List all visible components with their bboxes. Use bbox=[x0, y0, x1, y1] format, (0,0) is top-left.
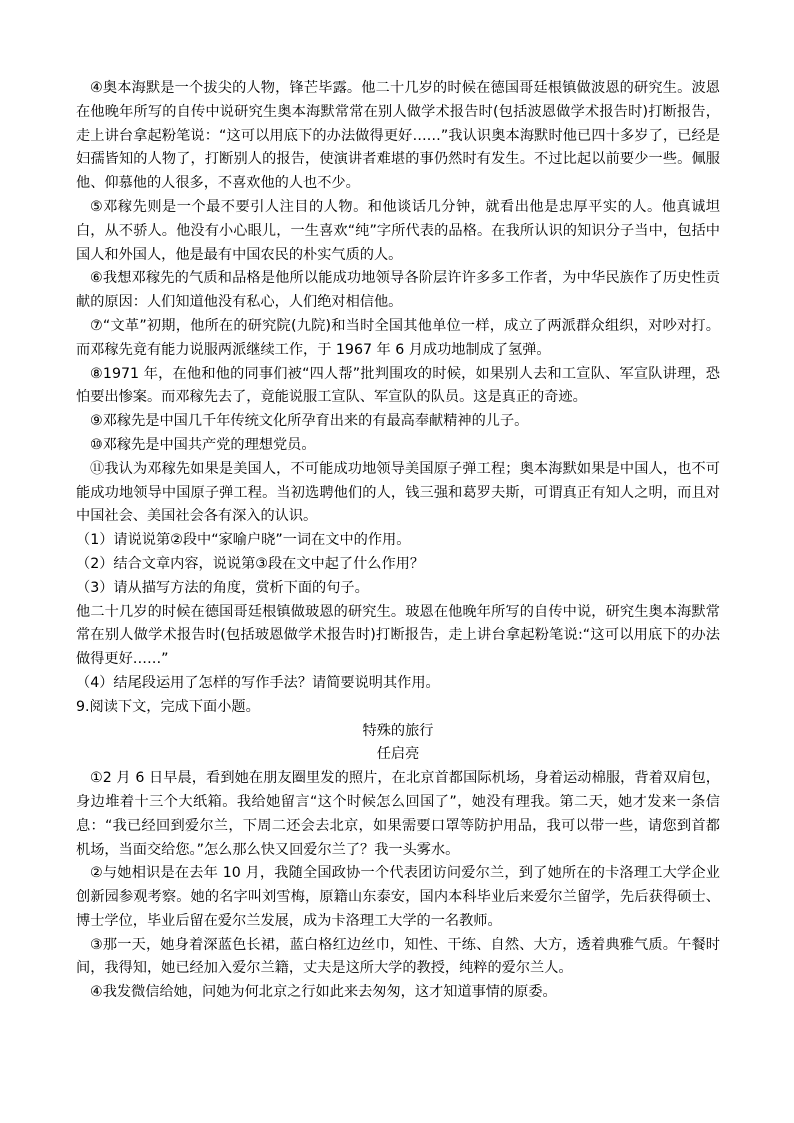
question-3: （3）请从描写方法的角度，赏析下面的句子。 bbox=[76, 579, 369, 596]
paragraph-6: ⑥我想邓稼先的气质和品格是他所以能成功地领导各阶层许许多多工作者，为中华民族作了历史性贡献的原因：人们知道他没有私心，人们绝对相信他。 bbox=[76, 270, 720, 311]
article2-paragraph-3: ③那一天，她身着深蓝色长裙，蓝白格红边丝巾，知性、干练、自然、大方，透着典雅气质。午餐时间，我得知，她已经加入爱尔兰籍，丈夫是这所大学的教授，纯粹的爱尔兰人。 bbox=[76, 936, 720, 977]
paragraph-11: ⑪我认为邓稼先如果是美国人，不可能成功地领导美国原子弹工程；奥本海默如果是中国人，也不可能成功地领导中国原子弹工程。当初选聘他们的人，钱三强和葛罗夫斯，可谓真正有知人之明，而且对中国社会、美国社会各有深入的认识。 bbox=[76, 460, 720, 525]
paragraph-10: ⑩邓稼先是中国共产党的理想党员。 bbox=[90, 436, 316, 453]
paragraph-5: ⑤邓稼先则是一个最不要引人注目的人物。和他谈话几分钟，就看出他是忠厚平实的人。他真诚坦白，从不骄人。他没有小心眼儿，一生喜欢“纯”字所代表的品格。在我所认识的知识分子当中，包括中国人和外国人，他是最有中国农民的朴实气质的人。 bbox=[76, 198, 720, 263]
question-1: （1）请说说第②段中“家喻户晓”一词在文中的作用。 bbox=[76, 532, 411, 549]
question-4: （4）结尾段运用了怎样的写作手法？请简要说明其作用。 bbox=[76, 674, 440, 691]
paragraph-9: ⑨邓稼先是中国几千年传统文化所孕育出来的有最高奉献精神的儿子。 bbox=[90, 413, 529, 430]
paragraph-8: ⑧1971 年，在他和他的同事们被“四人帮”批判围攻的时候，如果别人去和工宣队、军宣队讲理，恐怕要出惨案。而邓稼先去了，竟能说服工宣队、军宣队的队员。这是真正的奇迹。 bbox=[76, 365, 720, 406]
quoted-sentence: 他二十几岁的时候在德国哥廷根镇做玻恩的研究生。玻恩在他晚年所写的自传中说，研究生奥本海默常常在别人做学术报告时(包括玻恩做学术报告时)打断报告，走上讲台拿起粉笔说:“这可以用底下的办法做得更好……” bbox=[76, 603, 720, 668]
article-author: 任启亮 bbox=[376, 746, 420, 763]
article2-paragraph-1: ①2 月 6 日早晨，看到她在朋友圈里发的照片，在北京首都国际机场，身着运动棉服，背着双肩包，身边堆着十三个大纸箱。我给她留言“这个时候怎么回国了”，她没有理我。第二天，她才发来一条信息：“我已经回到爱尔兰，下周二还会去北京，如果需要口罩等防护用品，我可以带一些，请您到首都机场，当面交给您。”怎么那么快又回爱尔兰了？我一头雾水。 bbox=[76, 770, 720, 858]
question-2: （2）结合文章内容，说说第③段在文中起了什么作用？ bbox=[76, 555, 425, 572]
paragraph-4: ④奥本海默是一个拔尖的人物，锋芒毕露。他二十几岁的时候在德国哥廷根镇做波恩的研究生。波恩在他晚年所写的自传中说研究生奥本海默常常在别人做学术报告时(包括波恩做学术报告时)打断报告，走上讲台拿起粉笔说：“这可以用底下的办法做得更好……”我认识奥本海默时他已四十多岁了，已经是妇孺皆知的人物了，打断别人的报告，使演讲者难堪的事仍然时有发生。不过比起以前要少一些。佩服他、仰慕他的人很多，不喜欢他的人也不少。 bbox=[76, 80, 720, 192]
section-9-intro: 9.阅读下文，完成下面小题。 bbox=[76, 698, 260, 715]
paragraph-7: ⑦“文革”初期，他所在的研究院(九院)和当时全国其他单位一样，成立了两派群众组织，对吵对打。而邓稼先竟有能力说服两派继续工作，于 1967 年 6 月成功地制成了氢弹。 bbox=[76, 317, 720, 358]
article2-paragraph-2: ②与她相识是在去年 10 月，我随全国政协一个代表团访问爱尔兰，到了她所在的卡洛理工大学企业创新园参观考察。她的名字叫刘雪梅，原籍山东泰安，国内本科毕业后来爱尔兰留学，先后获得硕士、博士学位，毕业后留在爱尔兰发展，成为卡洛理工大学的一名教师。 bbox=[76, 865, 720, 929]
article-title: 特殊的旅行 bbox=[362, 722, 434, 739]
article2-paragraph-4: ④我发微信给她，问她为何北京之行如此来去匆匆，这才知道事情的原委。 bbox=[90, 984, 557, 1001]
document-content bbox=[76, 77, 720, 1005]
